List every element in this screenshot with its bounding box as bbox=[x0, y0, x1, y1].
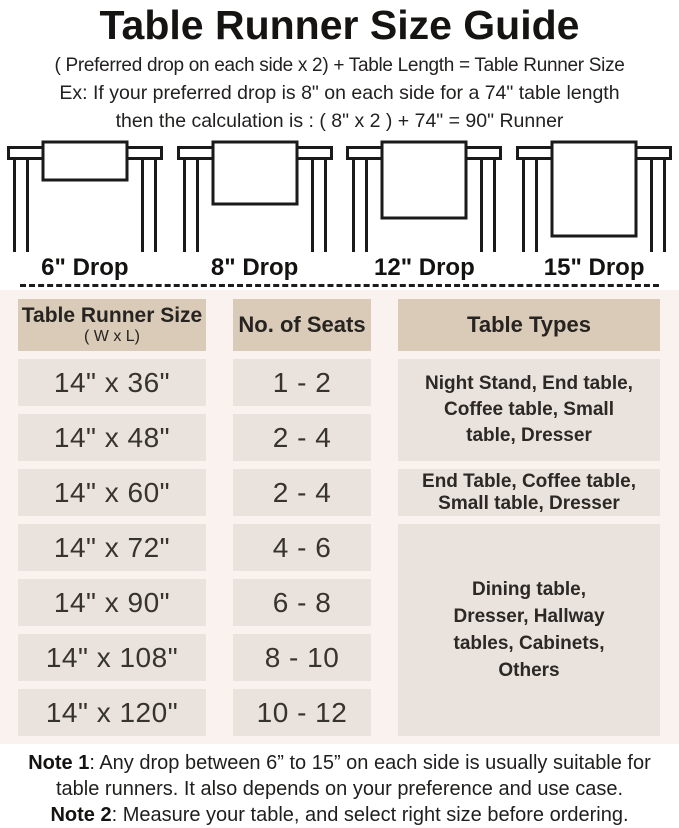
drop-label-8: 8" Drop bbox=[210, 254, 299, 282]
drop-figure-8 bbox=[170, 140, 340, 252]
size-cell: 14" x 36" bbox=[18, 359, 206, 406]
table-leg-shape bbox=[652, 156, 665, 252]
runner-shape bbox=[43, 142, 127, 180]
note-2-text: : Measure your table, and select right size before ordering. bbox=[111, 804, 629, 827]
note-1-line-2: table runners. It also depends on your preference and use case. bbox=[55, 778, 624, 801]
seats-cell: 10 - 12 bbox=[233, 689, 371, 736]
example-line-2: then the calculation is : ( 8" x 2 ) + 74" = 90" Runner bbox=[115, 110, 564, 133]
seats-cell: 1 - 2 bbox=[233, 359, 371, 406]
drop-figures-row bbox=[0, 140, 679, 252]
note-2 bbox=[0, 802, 679, 828]
table-runner-6-drop-icon bbox=[4, 140, 166, 252]
header-section bbox=[0, 0, 679, 134]
runner-shape bbox=[552, 142, 636, 236]
drop-figure-15 bbox=[509, 140, 679, 252]
types-group-label: End Table, Coffee table, Small table, Dresser bbox=[422, 470, 636, 514]
size-cell: 14" x 60" bbox=[18, 469, 206, 516]
runner-shape bbox=[213, 142, 297, 204]
seats-cell: 2 - 4 bbox=[233, 469, 371, 516]
table-runner-8-drop-icon bbox=[174, 140, 336, 252]
size-header-subtitle: ( W x L) bbox=[84, 328, 140, 346]
size-table-section bbox=[0, 290, 679, 744]
note-1-line-1 bbox=[0, 750, 679, 776]
note-1-label: Note 1 bbox=[28, 752, 90, 775]
table-leg-shape bbox=[184, 156, 197, 252]
seats-cell: 4 - 6 bbox=[233, 524, 371, 571]
runner-size-column bbox=[18, 299, 206, 736]
seats-cell: 8 - 10 bbox=[233, 634, 371, 681]
table-leg-shape bbox=[354, 156, 367, 252]
drop-labels-row bbox=[0, 253, 679, 283]
table-leg-shape bbox=[312, 156, 325, 252]
seats-column bbox=[233, 299, 371, 736]
types-group-cell bbox=[398, 469, 660, 516]
note-2-label: Note 2 bbox=[50, 804, 112, 827]
formula-text: ( Preferred drop on each side x 2) + Table Length = Table Runner Size bbox=[54, 55, 625, 77]
dashed-divider bbox=[20, 284, 659, 287]
types-group-label: Dining table, Dresser, Hallway tables, Cabinets, Others bbox=[453, 579, 605, 682]
seats-column-header: No. of Seats bbox=[233, 299, 371, 351]
drop-label-12: 12" Drop bbox=[374, 254, 475, 282]
table-leg-shape bbox=[482, 156, 495, 252]
seats-cell: 6 - 8 bbox=[233, 579, 371, 626]
types-column-header: Table Types bbox=[398, 299, 660, 351]
runner-shape bbox=[382, 142, 466, 218]
types-group-cell bbox=[398, 524, 660, 736]
drop-figure-6 bbox=[0, 140, 170, 252]
drop-label-15: 15" Drop bbox=[543, 254, 645, 282]
notes-section bbox=[0, 744, 679, 828]
note-1-text: : Any drop between 6” to 15” on each side is usually suitable for bbox=[89, 752, 651, 775]
size-cell: 14" x 72" bbox=[18, 524, 206, 571]
table-leg-shape bbox=[524, 156, 537, 252]
seats-cell: 2 - 4 bbox=[233, 414, 371, 461]
types-group-cell bbox=[398, 359, 660, 461]
size-cell: 14" x 120" bbox=[18, 689, 206, 736]
table-runner-15-drop-icon bbox=[513, 140, 675, 252]
example-line-1: Ex: If your preferred drop is 8" on each side for a 74" table length bbox=[59, 82, 620, 105]
size-cell: 14" x 108" bbox=[18, 634, 206, 681]
size-column-header bbox=[18, 299, 206, 351]
page-title: Table Runner Size Guide bbox=[99, 2, 580, 48]
drop-figure-12 bbox=[340, 140, 510, 252]
size-header-title: Table Runner Size bbox=[21, 304, 203, 328]
table-leg-shape bbox=[142, 156, 155, 252]
table-types-column bbox=[398, 299, 660, 736]
size-cell: 14" x 48" bbox=[18, 414, 206, 461]
table-runner-12-drop-icon bbox=[343, 140, 505, 252]
types-group-label: Night Stand, End table, Coffee table, Small table, Dresser bbox=[425, 373, 633, 447]
size-cell: 14" x 90" bbox=[18, 579, 206, 626]
drop-label-6: 6" Drop bbox=[41, 254, 129, 282]
table-leg-shape bbox=[14, 156, 27, 252]
